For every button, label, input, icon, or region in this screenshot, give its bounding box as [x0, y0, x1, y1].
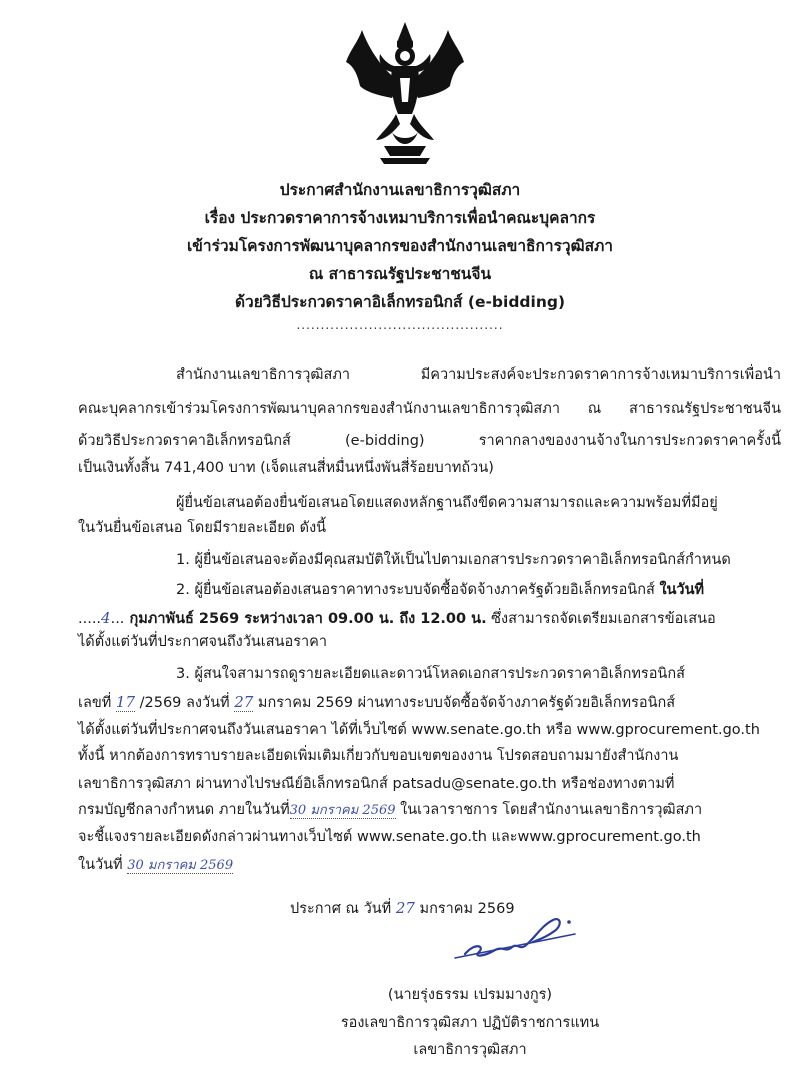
announce-day-handwritten: 27 — [395, 899, 415, 917]
item-2-rest: ซึ่งสามารถจัดเตรียมเอกสารข้อเสนอ — [486, 611, 716, 627]
item-2-datetime: กุมภาพันธ์ 2569 ระหว่างเวลา 09.00 น. ถึง 12.00 น. — [124, 611, 487, 627]
para1-line-2: คณะบุคลากรเข้าร่วมโครงการพัฒนาบุคลากรของสำนักงานเลขาธิการวุฒิสภา ณ สาธารณรัฐประชาชนจีน — [78, 401, 781, 417]
para1-line-1: สำนักงานเลขาธิการวุฒิสภา มีความประสงค์จะประกวดราคาการจ้างเหมาบริการเพื่อนำ — [176, 367, 781, 383]
title-line-2: เรื่อง ประกวดราคาการจ้างเหมาบริการเพื่อนำคณะบุคลากร — [204, 209, 596, 227]
item-3-line-2 — [78, 692, 675, 713]
para1-line-4: เป็นเงินทั้งสิ้น 741,400 บาท (เจ็ดแสนสี่หมื่นหนึ่งพันสี่ร้อยบาทถ้วน) — [78, 460, 494, 476]
item-3-dated-label: /2569 ลงวันที่ — [135, 695, 235, 711]
para1-line-3: ด้วยวิธีประกวดราคาอิเล็กทรอนิกส์ (e-bidding) ราคากลางของงานจ้างในการประกวดราคาครั้งนี้ — [78, 433, 781, 449]
title-line-4: ณ สาธารณรัฐประชาชนจีน — [308, 265, 492, 283]
garuda-emblem-icon — [340, 22, 470, 164]
item-2-dots-after: ... — [110, 611, 125, 627]
item-2-line-3: ได้ตั้งแต่วันที่ประกาศจนถึงวันเสนอราคา — [78, 634, 328, 650]
item-2-text: 2. ผู้ยื่นข้อเสนอต้องเสนอราคาทางระบบจัดซื้อจัดจ้างภาครัฐด้วยอิเล็กทรอนิกส์ — [176, 582, 660, 598]
para2-line-2: ในวันยื่นข้อเสนอ โดยมีรายละเอียด ดังนี้ — [78, 520, 327, 536]
title-divider: ........................................... — [296, 318, 504, 332]
item-3-line-8 — [78, 855, 233, 876]
item-2-dots: ..... — [78, 611, 102, 627]
item-1: 1. ผู้ยื่นข้อเสนอจะต้องมีคุณสมบัติให้เป็นไปตามเอกสารประกวดราคาอิเล็กทรอนิกส์กำหนด — [176, 552, 731, 568]
item-3-number-label: เลขที่ — [78, 695, 116, 711]
para2-line-1: ผู้ยื่นข้อเสนอต้องยื่นข้อเสนอโดยแสดงหลักฐานถึงขีดความสามารถและความพร้อมที่มีอยู่ — [176, 495, 718, 511]
title-line-5: ด้วยวิธีประกวดราคาอิเล็กทรอนิกส์ (e-bidding) — [234, 293, 566, 311]
title-line-3: เข้าร่วมโครงการพัฒนาบุคลากรของสำนักงานเลขาธิการวุฒิสภา — [186, 237, 614, 255]
item-3-date-label: ในวันที่ — [78, 857, 128, 873]
item-3-line-2-rest: มกราคม 2569 ผ่านทางระบบจัดซื้อจัดจ้างภาครัฐด้วยอิเล็กทรอนิกส์ — [253, 695, 676, 711]
item-3-number-handwritten: 17 — [115, 693, 136, 711]
title-line-1: ประกาศสำนักงานเลขาธิการวุฒิสภา — [279, 181, 521, 199]
announce-month-year: มกราคม 2569 — [414, 901, 515, 917]
item-3-line-5: เลขาธิการวุฒิสภา ผ่านทางไปรษณีย์อิเล็กทรอนิกส์ patsadu@senate.go.th หรือช่องทางตามที่ — [78, 776, 675, 792]
item-3-deadline-handwritten: 30 มกราคม 2569 — [289, 803, 396, 818]
item-3-day-handwritten: 27 — [234, 693, 254, 711]
signatory-position-1: รองเลขาธิการวุฒิสภา ปฏิบัติราชการแทน — [340, 1015, 600, 1031]
item-3-line-7: จะชี้แจงรายละเอียดดังกล่าวผ่านทางเว็บไซต์ www.senate.go.th และwww.gprocurement.go.th — [78, 829, 701, 845]
signature-icon — [445, 912, 585, 962]
announce-label: ประกาศ ณ วันที่ — [290, 901, 396, 917]
signatory-position-2: เลขาธิการวุฒิสภา — [413, 1042, 527, 1058]
item-2-date-label: ในวันที่ — [659, 582, 705, 598]
item-3-line-3: ได้ตั้งแต่วันที่ประกาศจนถึงวันเสนอราคา ได้ที่เว็บไซต์ www.senate.go.th หรือ www.gprocurement.go.th — [78, 722, 760, 738]
signatory-name: (นายรุ่งธรรม เปรมมางกูร) — [387, 987, 553, 1003]
item-2-day-handwritten: 4 — [101, 609, 111, 627]
item-3-line-6-rest: ในเวลาราชการ โดยสำนักงานเลขาธิการวุฒิสภา — [395, 802, 703, 818]
item-3-line-6 — [78, 800, 702, 821]
item-3-deadline-label: กรมบัญชีกลางกำหนด ภายในวันที่ — [78, 802, 290, 818]
title-block — [0, 176, 800, 316]
item-2-line-1 — [176, 580, 704, 600]
item-3-line-4: ทั้งนี้ หากต้องการทราบรายละเอียดเพิ่มเติมเกี่ยวกับขอบเขตของงาน โปรดสอบถามมายังสำนักงาน — [78, 748, 679, 764]
item-3-date-handwritten: 30 มกราคม 2569 — [127, 858, 234, 873]
item-2-line-2 — [78, 608, 716, 629]
item-3-line-1: 3. ผู้สนใจสามารถดูรายละเอียดและดาวน์โหลดเอกสารประกวดราคาอิเล็กทรอนิกส์ — [176, 666, 685, 682]
